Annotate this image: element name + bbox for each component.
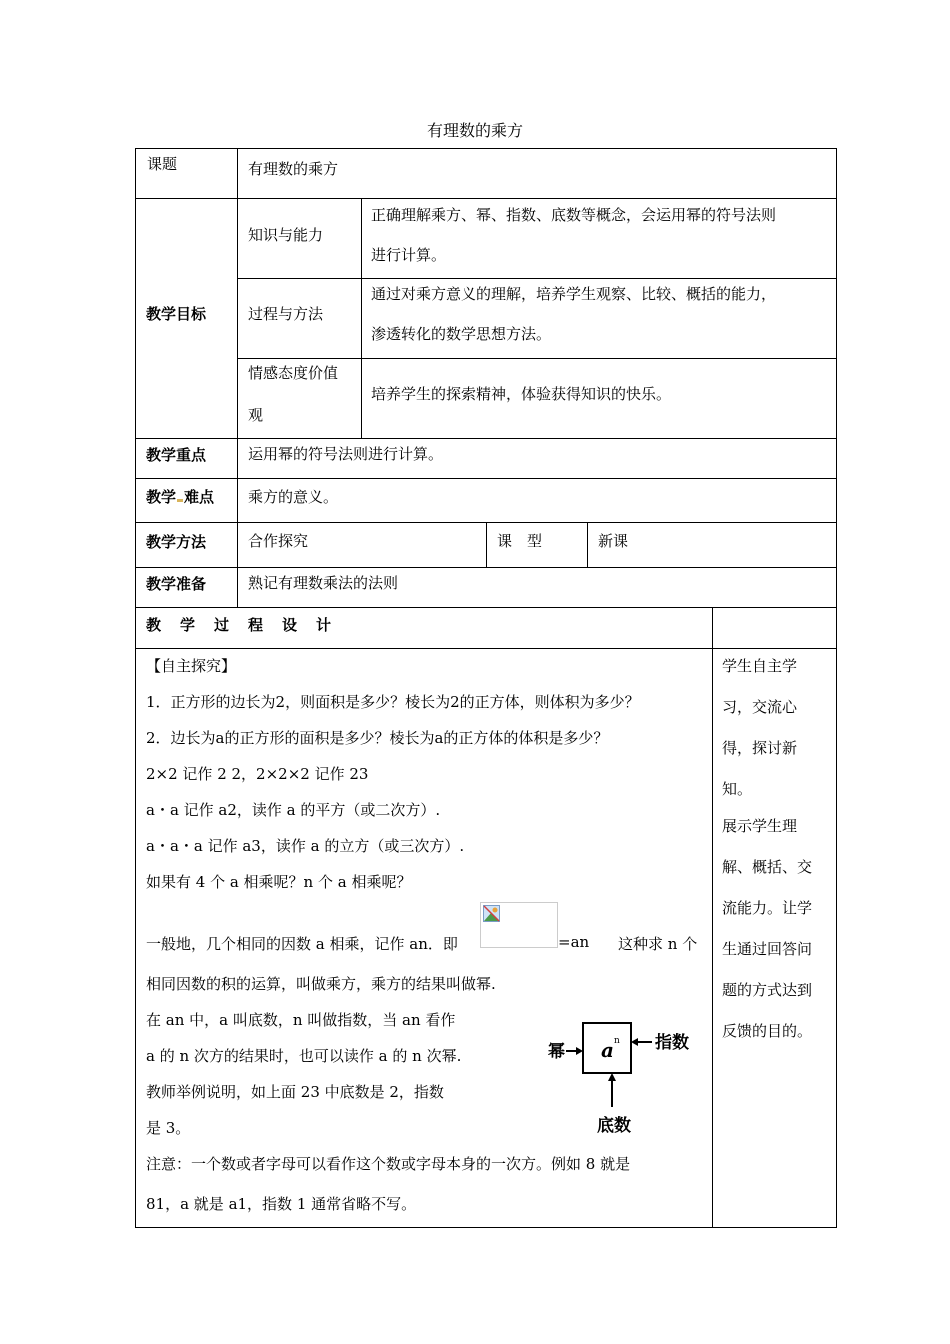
side-line: 学生自主学 bbox=[722, 657, 798, 675]
prep-label: 教学准备 bbox=[146, 575, 207, 593]
diagram-left-label: 幂 bbox=[548, 1042, 565, 1062]
section-heading: 【自主探究】 bbox=[146, 657, 237, 675]
body-line-7b: =an bbox=[558, 933, 590, 951]
body-line-1: 1．正方形的边长为2，则面积是多少？棱长为2的正方体，则体积为多少？ bbox=[146, 693, 640, 711]
side-line: 知。 bbox=[722, 780, 753, 798]
body-line-13: 注意：一个数或者字母可以看作这个数或字母本身的一次方。例如 8 就是 bbox=[146, 1155, 631, 1173]
goal2-label: 过程与方法 bbox=[248, 305, 324, 323]
side-line: 习，交流心 bbox=[722, 698, 798, 716]
key-value: 运用幂的符号法则进行计算。 bbox=[248, 445, 444, 463]
side-line: 展示学生理 bbox=[722, 817, 798, 835]
diagram-base: a bbox=[601, 1038, 614, 1062]
topic-value: 有理数的乘方 bbox=[248, 160, 339, 178]
diagram-exponent: n bbox=[614, 1036, 620, 1046]
side-line: 解、概括、交 bbox=[722, 858, 813, 876]
body-line-3: 2×2 记作 2 2，2×2×2 记作 23 bbox=[146, 765, 369, 783]
side-line: 反馈的目的。 bbox=[722, 1022, 813, 1040]
body-line-14: 81，a 就是 a1，指数 1 通常省略不写。 bbox=[146, 1195, 417, 1213]
difficulty-value: 乘方的意义。 bbox=[248, 488, 339, 506]
body-line-7c: 这种求 n 个 bbox=[618, 935, 698, 953]
side-line: 题的方式达到 bbox=[722, 981, 813, 999]
page-title: 有理数的乘方 bbox=[426, 121, 523, 140]
body-line-9: 在 an 中，a 叫底数，n 叫做指数，当 an 看作 bbox=[146, 1011, 456, 1029]
side-line: 流能力。让学 bbox=[722, 899, 813, 917]
method-value: 合作探究 bbox=[248, 532, 309, 550]
body-line-6: 如果有 4 个 a 相乘呢？n 个 a 相乘呢？ bbox=[146, 873, 412, 891]
side-line: 得，探讨新 bbox=[722, 739, 798, 757]
body-line-4: a・a 记作 a2，读作 a 的平方（或二次方）. bbox=[146, 801, 441, 819]
body-line-7a: 一般地，几个相同的因数 a 相乘，记作 an．即 bbox=[146, 935, 458, 953]
body-line-12: 是 3。 bbox=[146, 1119, 191, 1137]
method-label: 教学方法 bbox=[146, 533, 207, 551]
key-label: 教学重点 bbox=[146, 446, 207, 464]
goal1-line2: 进行计算。 bbox=[371, 246, 447, 264]
body-line-11: 教师举例说明，如上面 23 中底数是 2，指数 bbox=[146, 1083, 444, 1101]
prep-value: 熟记有理数乘法的法则 bbox=[248, 574, 399, 592]
diagram-right-label: 指数 bbox=[655, 1033, 689, 1053]
body-line-8: 相同因数的积的运算，叫做乘方，乘方的结果叫做幂. bbox=[146, 975, 496, 993]
difficulty-label: 教学 难点 bbox=[146, 488, 215, 506]
body-line-5: a・a・a 记作 a3，读作 a 的立方（或三次方）. bbox=[146, 837, 465, 855]
goal3-label-line1: 情感态度价值 bbox=[248, 364, 339, 382]
goal1-line1: 正确理解乘方、幂、指数、底数等概念，会运用幂的符号法则 bbox=[371, 206, 777, 224]
goal1-label: 知识与能力 bbox=[248, 226, 324, 244]
goal3-value: 培养学生的探索精神，体验获得知识的快乐。 bbox=[371, 385, 672, 403]
diagram-bottom-label: 底数 bbox=[597, 1116, 631, 1136]
goal2-line2: 渗透转化的数学思想方法。 bbox=[371, 325, 552, 343]
type-label: 课 型 bbox=[497, 532, 543, 550]
process-header: 教 学 过 程 设 计 bbox=[146, 616, 334, 634]
type-value: 新课 bbox=[598, 532, 629, 550]
image-icon bbox=[483, 905, 500, 922]
goal3-label-line2: 观 bbox=[248, 406, 264, 424]
power-diagram bbox=[545, 1015, 695, 1140]
goal2-line1: 通过对乘方意义的理解，培养学生观察、比较、概括的能力， bbox=[371, 285, 777, 303]
topic-label: 课题 bbox=[147, 155, 178, 173]
body-line-2: 2．边长为a的正方形的面积是多少？棱长为a的正方体的体积是多少？ bbox=[146, 729, 609, 747]
side-line: 生通过回答问 bbox=[722, 940, 813, 958]
body-line-10: a 的 n 次方的结果时，也可以读作 a 的 n 次幂. bbox=[146, 1047, 462, 1065]
goals-label: 教学目标 bbox=[146, 305, 207, 323]
